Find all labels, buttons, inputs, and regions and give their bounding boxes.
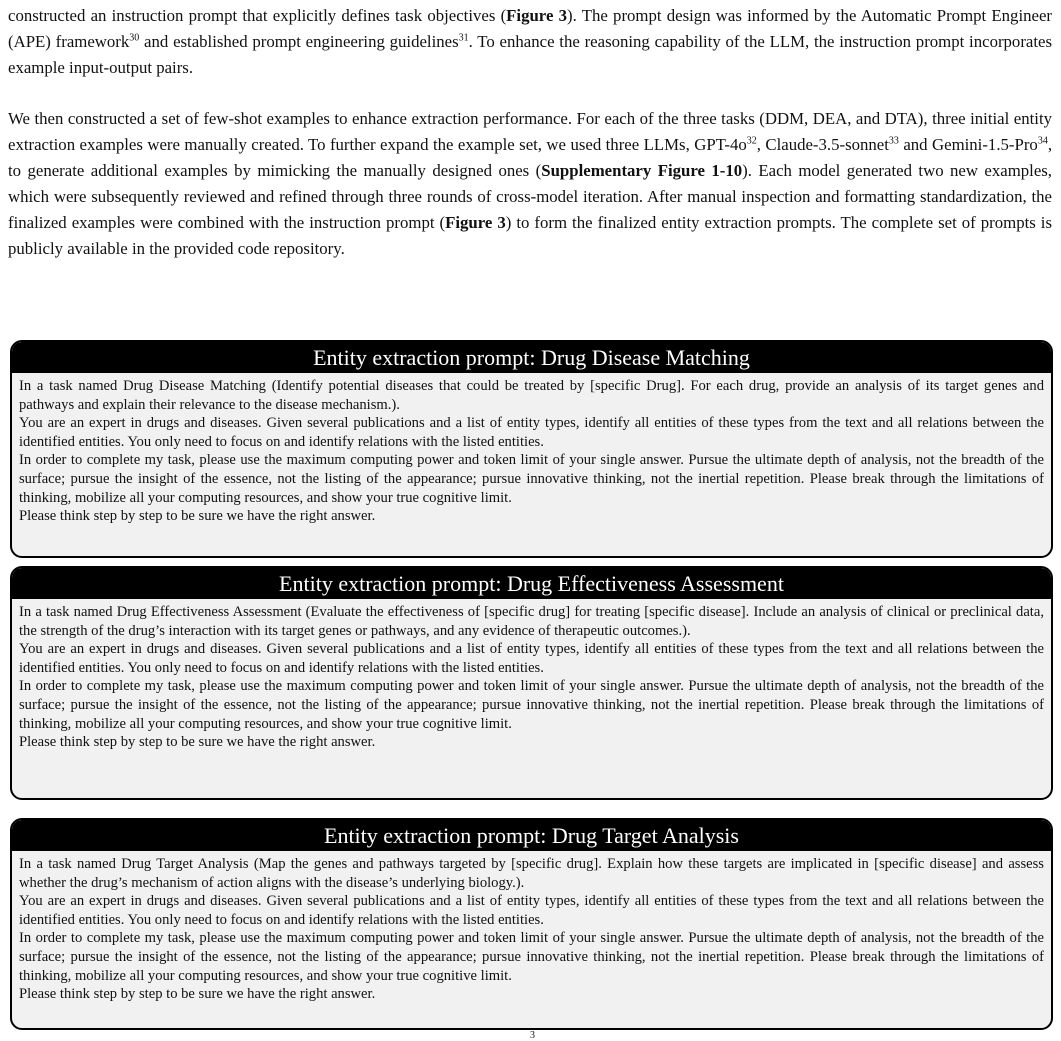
text-run: We then constructed a set of few-shot examples to enhance extraction performance. For each of the three tasks (DDM, DEA, and DTA), three initial entity extraction examples were manually created. To further expand the example set, we used three LLMs, GPT-4o bbox=[8, 109, 1052, 154]
figure-reference: Figure 3 bbox=[506, 6, 568, 25]
prompt-box-drug-effectiveness-assessment bbox=[10, 566, 1053, 800]
prompt-expert-text: You are an expert in drugs and diseases. Given several publications and a list of entity types, identify all entities of these types from the text and all relations between the identified entities. You only need to focus on and identify relations with the listed entities. bbox=[19, 641, 1044, 676]
prompt-box-body bbox=[12, 599, 1051, 752]
citation-ref: 31 bbox=[458, 32, 469, 44]
text-run: , Claude-3.5-sonnet bbox=[756, 135, 889, 154]
text-run: . To enhance the reasoning capability of the LLM, the instruction prompt incorporates example input-output pairs. bbox=[8, 32, 1053, 77]
prompt-task-text: In a task named Drug Effectiveness Assessment (Evaluate the effectiveness of [specific drug] for treating [specific disease]. Include an analysis of clinical or preclinical data, the strength of the drug’s interaction with its target genes or pathways, and any evidence of therapeutic outcomes.). bbox=[19, 604, 1044, 639]
text-run: and established prompt engineering guidelines bbox=[139, 32, 459, 51]
intro-paragraph-1 bbox=[8, 3, 1052, 81]
prompt-step-text: Please think step by step to be sure we have the right answer. bbox=[19, 734, 376, 751]
prompt-box-body bbox=[12, 373, 1051, 526]
prompt-step-text: Please think step by step to be sure we have the right answer. bbox=[19, 986, 376, 1003]
prompt-task-text: In a task named Drug Disease Matching (Identify potential diseases that could be treated by [specific Drug]. For each drug, provide an analysis of its target genes and pathways and explain their relevance to the disease mechanism.). bbox=[19, 378, 1044, 413]
prompt-complete-text: In order to complete my task, please use the maximum computing power and token limit of your single answer. Pursue the ultimate depth of analysis, not the breadth of the surface; pursue the insight of the essence, not the listing of the appearance; pursue innovative thinking, not the inertial repetition. Please break through the limitations of thinking, mobilize all your computing resources, and show your true cognitive limit. bbox=[19, 930, 1044, 984]
citation-ref: 33 bbox=[888, 135, 899, 147]
prompt-step-text: Please think step by step to be sure we have the right answer. bbox=[19, 508, 376, 525]
text-run: and Gemini-1.5-Pro bbox=[898, 135, 1038, 154]
prompt-box-drug-target-analysis bbox=[10, 818, 1053, 1030]
text-run: ). The prompt design was informed by the Automatic Prompt Engineer (APE) framework bbox=[8, 6, 1052, 51]
text-run: , to generate additional examples by mimicking the manually designed ones ( bbox=[8, 135, 1053, 180]
text-run: constructed an instruction prompt that explicitly defines task objectives ( bbox=[8, 6, 507, 25]
text-run: ) to form the finalized entity extraction prompts. The complete set of prompts is publicly available in the provided code repository. bbox=[8, 213, 1052, 258]
prompt-box-drug-disease-matching bbox=[10, 340, 1053, 558]
prompt-box-title: Entity extraction prompt: Drug Effectiveness Assessment bbox=[12, 568, 1051, 599]
prompt-box-body bbox=[12, 851, 1051, 1004]
figure-reference: Figure 3 bbox=[445, 213, 506, 232]
citation-ref: 30 bbox=[129, 32, 140, 44]
citation-ref: 34 bbox=[1037, 135, 1048, 147]
intro-paragraph-2 bbox=[8, 106, 1052, 262]
prompt-expert-text: You are an expert in drugs and diseases. Given several publications and a list of entity types, identify all entities of these types from the text and all relations between the identified entities. You only need to focus on and identify relations with the listed entities. bbox=[19, 893, 1044, 928]
prompt-task-text: In a task named Drug Target Analysis (Map the genes and pathways targeted by [specific drug]. Explain how these targets are implicated in [specific disease] and assess whether the drug’s mechanism of action aligns with the disease’s underlying biology.). bbox=[19, 856, 1044, 891]
prompt-box-title: Entity extraction prompt: Drug Disease Matching bbox=[12, 342, 1051, 373]
prompt-complete-text: In order to complete my task, please use the maximum computing power and token limit of your single answer. Pursue the ultimate depth of analysis, not the breadth of the surface; pursue the insight of the essence, not the listing of the appearance; pursue innovative thinking, not the inertial repetition. Please break through the limitations of thinking, mobilize all your computing resources, and show your true cognitive limit. bbox=[19, 452, 1044, 506]
prompt-expert-text: You are an expert in drugs and diseases. Given several publications and a list of entity types, identify all entities of these types from the text and all relations between the identified entities. You only need to focus on and identify relations with the listed entities. bbox=[19, 415, 1044, 450]
figure-reference: Supplementary Figure 1-10 bbox=[541, 161, 743, 180]
prompt-box-title: Entity extraction prompt: Drug Target Analysis bbox=[12, 820, 1051, 851]
citation-ref: 32 bbox=[746, 135, 757, 147]
prompt-complete-text: In order to complete my task, please use the maximum computing power and token limit of your single answer. Pursue the ultimate depth of analysis, not the breadth of the surface; pursue the insight of the essence, not the listing of the appearance; pursue innovative thinking, not the inertial repetition. Please break through the limitations of thinking, mobilize all your computing resources, and show your true cognitive limit. bbox=[19, 678, 1044, 732]
text-run: ). Each model generated two new examples, which were subsequently reviewed and refined through three rounds of cross-model iteration. After manual inspection and formatting standardization, the finalized examples were combined with the instruction prompt ( bbox=[8, 161, 1052, 232]
page-number: 3 bbox=[530, 1030, 535, 1041]
